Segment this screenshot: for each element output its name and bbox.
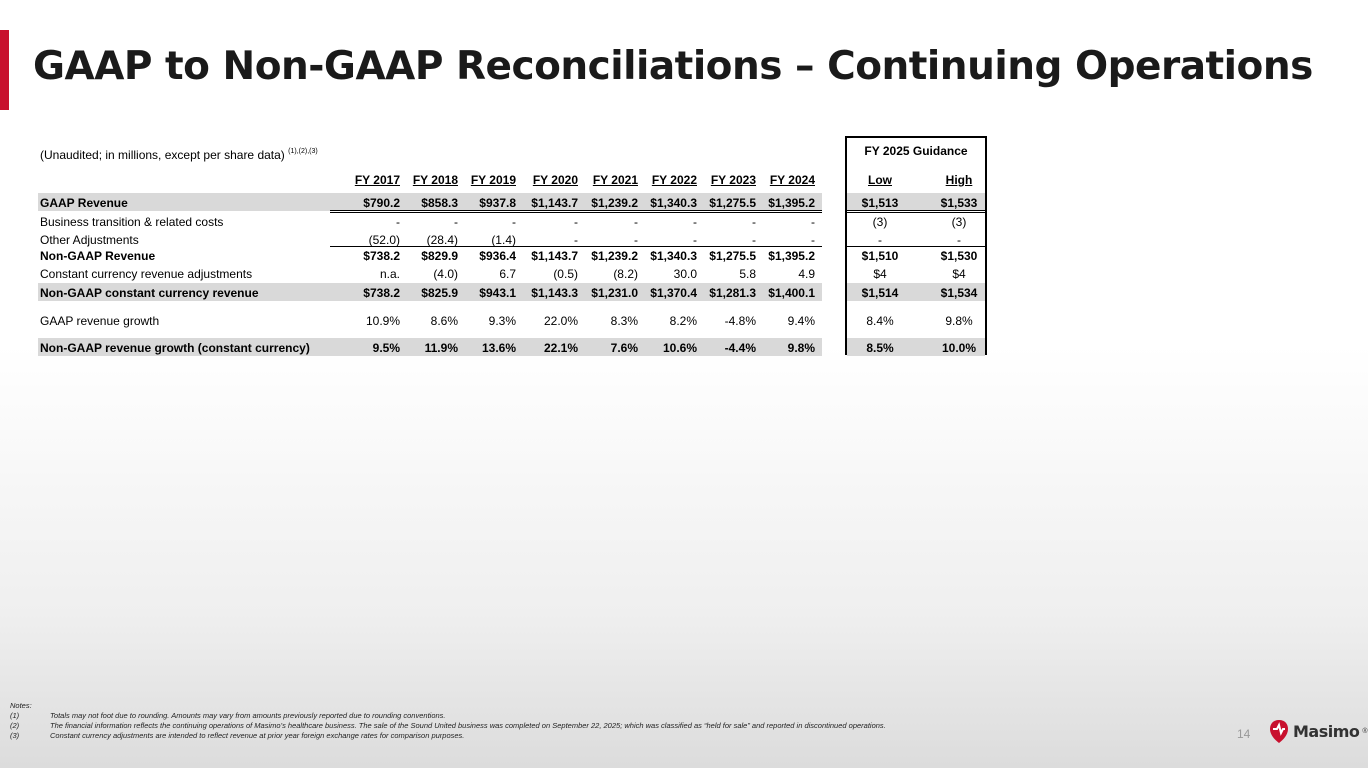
page-number: 14 (1237, 727, 1251, 741)
value-cell: 10.9% (365, 314, 400, 328)
year-header: FY 2021 (592, 173, 638, 187)
note-text: Totals may not foot due to rounding. Amounts may vary from amounts previously reported due to rounding conventions. (50, 711, 446, 720)
note-number: (1) (10, 711, 20, 720)
value-cell: - (752, 233, 756, 247)
notes-heading: Notes: (10, 701, 32, 710)
value-cell: $1,340.3 (650, 249, 697, 263)
logo-wordmark: Masimo (1293, 721, 1360, 741)
value-cell: $738.2 (363, 286, 400, 300)
value-cell: $936.4 (479, 249, 516, 263)
value-cell: $1,143.3 (531, 286, 578, 300)
guidance-cell: 9.8% (945, 314, 973, 328)
value-cell: 8.6% (430, 314, 458, 328)
value-cell: (1.4) (491, 233, 516, 247)
year-header: FY 2018 (412, 173, 458, 187)
value-cell: 9.8% (787, 341, 815, 355)
value-cell: 22.0% (543, 314, 578, 328)
row-label: Non-GAAP revenue growth (constant currency) (40, 341, 310, 355)
value-cell: $1,400.1 (768, 286, 815, 300)
value-cell: - (811, 215, 815, 229)
value-cell: - (634, 215, 638, 229)
guidance-cell: $1,514 (861, 286, 899, 300)
year-header: FY 2017 (354, 173, 400, 187)
row-label: GAAP Revenue (40, 196, 128, 210)
value-cell: (28.4) (426, 233, 458, 247)
masimo-logo-icon (1268, 718, 1290, 744)
guidance-cell: 8.4% (866, 314, 894, 328)
note-1 (10, 711, 930, 721)
value-cell: $1,275.5 (709, 249, 756, 263)
subtitle-footnote-refs: (1),(2),(3) (288, 148, 318, 155)
value-cell: $1,239.2 (591, 249, 638, 263)
value-cell: $825.9 (421, 286, 458, 300)
row-label: Constant currency revenue adjustments (40, 267, 253, 281)
guidance-cell: $1,533 (940, 196, 978, 210)
value-cell: $1,275.5 (709, 196, 756, 210)
row-label: Non-GAAP Revenue (40, 249, 156, 263)
guidance-cell: $1,534 (940, 286, 978, 300)
value-cell: n.a. (379, 267, 400, 281)
guidance-cell: 10.0% (941, 341, 977, 355)
value-cell: $1,231.0 (591, 286, 638, 300)
table-subtitle (40, 148, 318, 162)
value-cell: 10.6% (662, 341, 697, 355)
value-cell: - (574, 215, 578, 229)
year-header: FY 2019 (470, 173, 516, 187)
value-cell: - (693, 215, 697, 229)
year-header: FY 2024 (769, 173, 815, 187)
guidance-gaap-rule (847, 210, 985, 213)
value-cell: $858.3 (421, 196, 458, 210)
value-cell: (52.0) (368, 233, 400, 247)
value-cell: (8.2) (613, 267, 638, 281)
value-cell: 8.2% (669, 314, 697, 328)
guidance-cell: (3) (951, 215, 967, 229)
row-label: GAAP revenue growth (40, 314, 160, 328)
guidance-cell: $4 (952, 267, 966, 281)
value-cell: - (396, 215, 400, 229)
row-label: Non-GAAP constant currency revenue (40, 286, 259, 300)
value-cell: $1,395.2 (768, 249, 815, 263)
value-cell: $1,340.3 (650, 196, 697, 210)
guidance-title: FY 2025 Guidance (864, 144, 968, 158)
value-cell: 4.9 (798, 267, 815, 281)
value-cell: $1,370.4 (650, 286, 697, 300)
value-cell: 5.8 (739, 267, 756, 281)
value-cell: 8.3% (610, 314, 638, 328)
value-cell: 6.7 (499, 267, 516, 281)
guidance-cell: - (957, 233, 961, 247)
value-cell: - (693, 233, 697, 247)
year-header: FY 2022 (651, 173, 697, 187)
guidance-cell: $1,530 (940, 249, 978, 263)
guidance-non-gaap-rule (847, 246, 985, 247)
non-gaap-rule (330, 246, 822, 247)
value-cell: 13.6% (481, 341, 516, 355)
value-cell: $1,395.2 (768, 196, 815, 210)
value-cell: $1,143.7 (531, 196, 578, 210)
notes-section (10, 701, 930, 741)
note-number: (2) (10, 721, 20, 730)
value-cell: $829.9 (421, 249, 458, 263)
guidance-header: Low (868, 173, 892, 187)
note-text: The financial information reflects the continuing operations of Masimo’s healthcare business. The sale of the Sound United business was completed on September 22, 2025; which was classified as “held for sale” and reported in discontinued operations. (50, 721, 886, 730)
gaap-revenue-rule (330, 210, 822, 213)
value-cell: $790.2 (363, 196, 400, 210)
value-cell: $738.2 (363, 249, 400, 263)
value-cell: 30.0 (673, 267, 697, 281)
value-cell: - (574, 233, 578, 247)
value-cell: 9.4% (787, 314, 815, 328)
value-cell: $937.8 (479, 196, 516, 210)
value-cell: 11.9% (424, 341, 458, 355)
guidance-cell: $1,510 (861, 249, 899, 263)
guidance-cell: (3) (872, 215, 888, 229)
value-cell: - (811, 233, 815, 247)
accent-bar (0, 30, 9, 110)
guidance-cell: - (878, 233, 882, 247)
note-number: (3) (10, 731, 20, 740)
value-cell: - (752, 215, 756, 229)
value-cell: - (634, 233, 638, 247)
value-cell: 22.1% (543, 341, 578, 355)
year-header: FY 2023 (710, 173, 756, 187)
value-cell: 7.6% (610, 341, 638, 355)
value-cell: $1,239.2 (591, 196, 638, 210)
value-cell: (4.0) (433, 267, 458, 281)
year-header: FY 2020 (532, 173, 578, 187)
value-cell: $1,281.3 (709, 286, 756, 300)
row-label: Other Adjustments (40, 233, 139, 247)
note-text: Constant currency adjustments are intended to reflect revenue at prior year foreign exchange rates for comparison purposes. (50, 731, 465, 740)
note-2 (10, 721, 930, 731)
value-cell: (0.5) (553, 267, 578, 281)
value-cell: 9.5% (372, 341, 400, 355)
value-cell: $1,143.7 (531, 249, 578, 263)
value-cell: $943.1 (479, 286, 516, 300)
value-cell: - (454, 215, 458, 229)
guidance-header: High (945, 173, 973, 187)
value-cell: -4.4% (724, 341, 756, 355)
guidance-cell: $4 (873, 267, 887, 281)
subtitle-text: (Unaudited; in millions, except per share data) (40, 148, 285, 162)
value-cell: - (512, 215, 516, 229)
value-cell: 9.3% (488, 314, 516, 328)
guidance-cell: 8.5% (866, 341, 894, 355)
note-3 (10, 731, 930, 741)
row-label: Business transition & related costs (40, 215, 224, 229)
registered-mark: ® (1362, 727, 1368, 735)
page-title: GAAP to Non-GAAP Reconciliations – Continuing Operations (33, 44, 1313, 89)
value-cell: -4.8% (724, 314, 756, 328)
guidance-cell: $1,513 (861, 196, 899, 210)
masimo-logo (1268, 718, 1368, 744)
